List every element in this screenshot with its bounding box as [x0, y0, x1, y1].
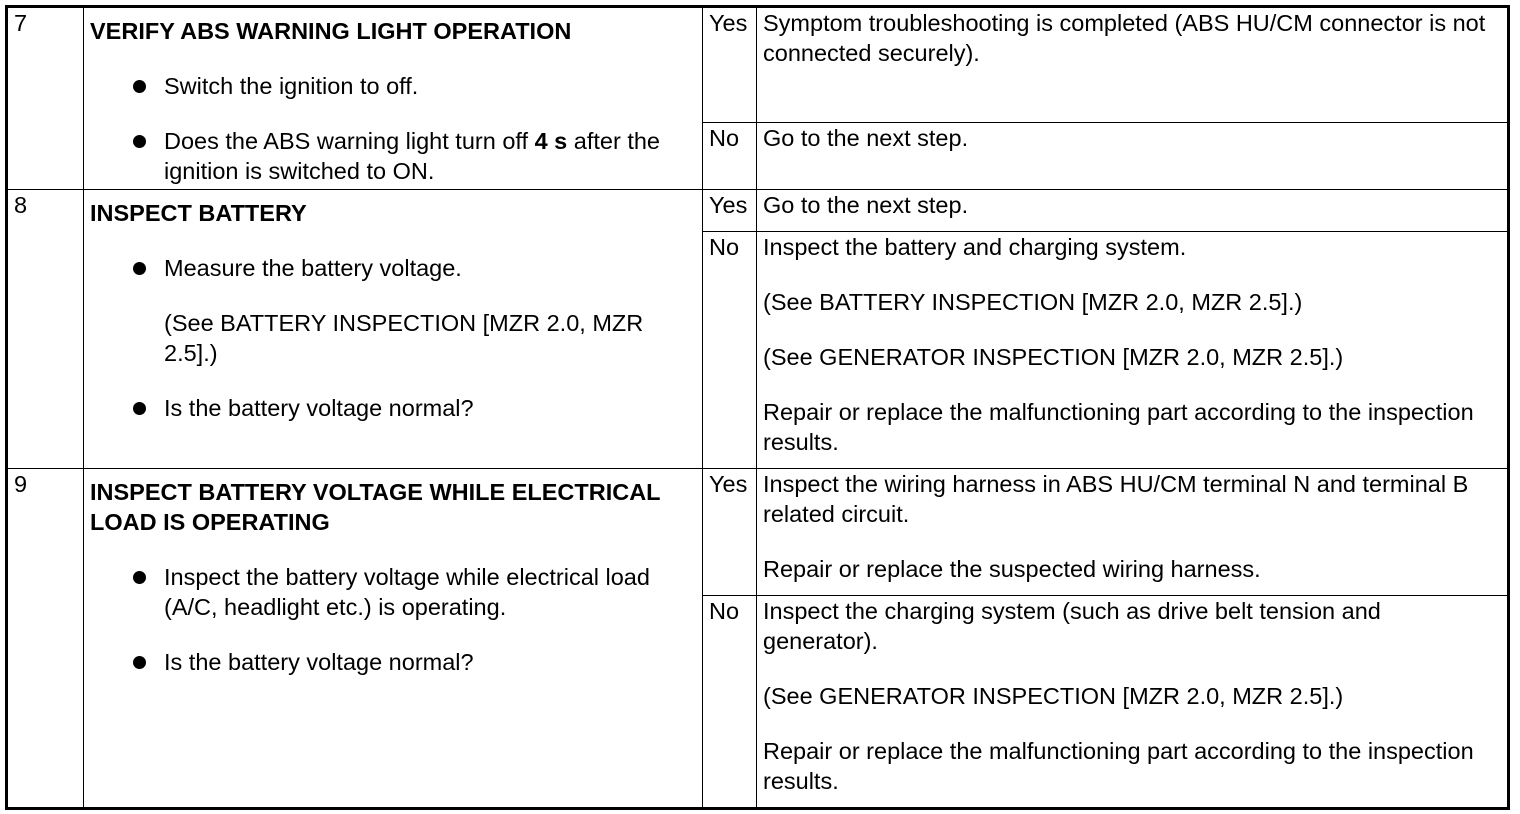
step-number: 8	[7, 190, 84, 469]
step-item-emphasis: 4 s	[534, 128, 568, 154]
step-description	[84, 469, 703, 809]
action-yes	[757, 469, 1509, 596]
step-8-yes-row	[7, 190, 1509, 232]
step-item-text: Inspect the battery voltage while electrical load (A/C, headlight etc.) is operating.	[164, 564, 650, 620]
step-items	[90, 253, 696, 423]
answer-no: No	[703, 232, 757, 469]
action-text: Inspect the battery and charging system.	[763, 234, 1187, 260]
action-yes	[757, 7, 1509, 123]
action-text: Go to the next step.	[763, 192, 969, 218]
action-text: Repair or replace the malfunctioning part according to the inspection results.	[763, 399, 1474, 455]
action-text: Inspect the charging system (such as drive belt tension and generator).	[763, 598, 1381, 654]
step-item	[90, 126, 696, 186]
answer-no: No	[703, 123, 757, 190]
bullet-icon	[133, 402, 146, 415]
step-title: INSPECT BATTERY VOLTAGE WHILE ELECTRICAL LOAD IS OPERATING	[90, 479, 661, 535]
bullet-icon	[133, 262, 146, 275]
step-item	[90, 647, 696, 677]
step-item	[90, 71, 696, 101]
step-items	[90, 71, 696, 186]
step-item	[90, 253, 696, 368]
step-description	[84, 190, 703, 469]
step-9-yes-row	[7, 469, 1509, 596]
step-item-text: Switch the ignition to off.	[164, 73, 419, 99]
bullet-icon	[133, 135, 146, 148]
step-item-text: Is the battery voltage normal?	[164, 395, 474, 421]
bullet-icon	[133, 571, 146, 584]
action-text: Repair or replace the malfunctioning part according to the inspection results.	[763, 738, 1474, 794]
action-text: Inspect the wiring harness in ABS HU/CM terminal N and terminal B related circuit.	[763, 471, 1469, 527]
troubleshooting-table	[5, 5, 1510, 810]
answer-yes: Yes	[703, 190, 757, 232]
step-item	[90, 562, 696, 622]
bullet-icon	[133, 80, 146, 93]
step-number: 7	[7, 7, 84, 190]
action-text: Repair or replace the suspected wiring harness.	[763, 556, 1261, 582]
step-item-text: Is the battery voltage normal?	[164, 649, 474, 675]
answer-yes: Yes	[703, 469, 757, 596]
action-reference: (See GENERATOR INSPECTION [MZR 2.0, MZR 2.5].)	[763, 344, 1344, 370]
step-items	[90, 562, 696, 677]
step-item-reference: (See BATTERY INSPECTION [MZR 2.0, MZR 2.5].)	[164, 310, 644, 366]
action-no	[757, 123, 1509, 190]
step-7-yes-row	[7, 7, 1509, 123]
action-text: Go to the next step.	[763, 125, 969, 151]
action-reference: (See BATTERY INSPECTION [MZR 2.0, MZR 2.5].)	[763, 289, 1303, 315]
step-item-text: after the ignition is switched to ON.	[164, 128, 660, 184]
action-text: Symptom troubleshooting is completed (ABS HU/CM connector is not connected securely).	[763, 10, 1486, 66]
action-reference: (See GENERATOR INSPECTION [MZR 2.0, MZR 2.5].)	[763, 683, 1344, 709]
answer-no: No	[703, 596, 757, 809]
action-no	[757, 232, 1509, 469]
step-item-text: Measure the battery voltage.	[164, 255, 462, 281]
action-no	[757, 596, 1509, 809]
bullet-icon	[133, 656, 146, 669]
step-description	[84, 7, 703, 190]
action-yes	[757, 190, 1509, 232]
step-title: VERIFY ABS WARNING LIGHT OPERATION	[90, 18, 572, 44]
step-title: INSPECT BATTERY	[90, 200, 307, 226]
step-item-text: Does the ABS warning light turn off	[164, 128, 535, 154]
answer-yes: Yes	[703, 7, 757, 123]
step-item	[90, 393, 696, 423]
step-number: 9	[7, 469, 84, 809]
